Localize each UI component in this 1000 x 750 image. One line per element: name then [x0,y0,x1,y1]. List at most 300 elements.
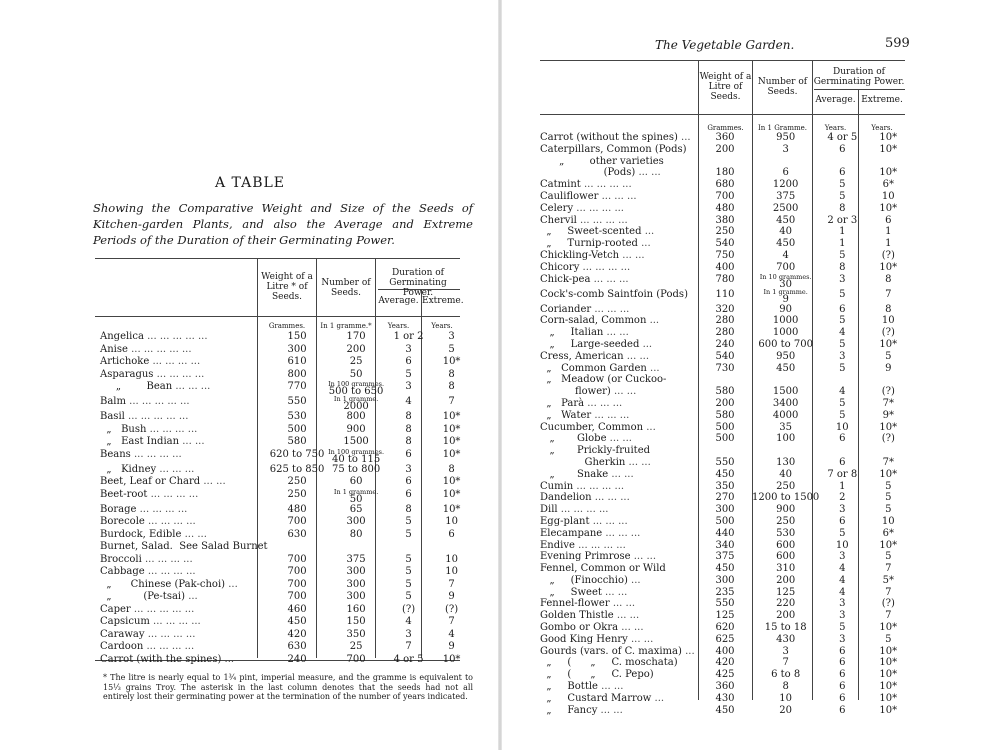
weight-value [698,445,752,457]
average-years-text: 3 [839,610,846,622]
plant-name-text: Good King Henry [540,633,628,645]
average-years-text: 3 [839,633,846,645]
seed-count [327,411,386,424]
weight-value-text: 240 [287,653,307,665]
seed-count [752,575,819,587]
seed-count-text: 2000 [343,401,369,412]
weight-value [268,381,327,396]
average-years [819,327,865,339]
seed-count-text: 310 [776,563,796,575]
seed-count [752,551,819,563]
plant-name [540,315,698,327]
page-title: A TABLE [214,175,286,191]
table-row [540,457,911,469]
table-row [540,179,911,191]
unit-weight: Grammes. [707,124,744,132]
leader-dots: ... ... ... ... ... [126,396,190,407]
average-years [819,563,865,575]
extreme-years [865,351,911,363]
extreme-years [865,563,911,575]
leader-dots: ... ... ... [591,409,630,421]
table-row [100,489,472,504]
extreme-years-text: 10* [442,488,461,500]
seed-table-right [540,132,911,716]
header-weight: Weight of a Litre of Seeds. [699,72,752,102]
average-years-text: 3 [839,551,846,563]
weight-value-text: 350 [715,480,735,492]
plant-name-text: „ (Finocchio) [540,574,628,586]
page-number: 599 [885,36,910,51]
plant-name-text: „ Fancy [540,704,598,716]
weight-value-text: 250 [287,476,307,487]
seed-count [752,433,819,445]
average-years [386,529,432,542]
average-years [386,516,432,529]
weight-value-text: 270 [715,492,735,504]
seed-count [327,344,386,357]
average-years-text: 6 [839,167,846,179]
average-years-text: 3 [405,463,412,475]
plant-name-text: Cress, American [540,350,624,362]
plant-name [540,433,698,445]
seed-count-text: 15 to 18 [764,622,807,634]
seed-count [752,226,819,238]
header-bottom-rule [95,316,460,317]
seed-count [752,398,819,410]
average-years-text: 8 [839,202,846,214]
weight-value-text: 375 [715,551,735,563]
average-years-text: 5 [839,622,846,634]
plant-name-text: „ Sweet [540,586,602,598]
average-years [819,457,865,469]
extreme-years [865,179,911,191]
seed-count [752,315,819,327]
seed-count-text: 25 [349,641,363,652]
plant-name [540,250,698,262]
average-years [819,386,865,398]
extreme-years [432,436,472,449]
average-years [819,646,865,658]
weight-value-text: 430 [715,692,735,704]
plant-name [540,551,698,563]
table-row [540,386,911,398]
weight-value [698,587,752,599]
extreme-years [865,551,911,563]
average-years [819,540,865,552]
plant-name [100,591,268,604]
leader-dots: ... [221,653,235,665]
plant-name-text: Cock's-comb Saintfoin (Pods) [540,288,688,300]
extreme-years [865,457,911,469]
seed-count-text: 1000 [772,327,799,339]
leader-dots: ... [651,692,665,704]
average-years [819,610,865,622]
plant-name [100,331,268,344]
seed-count [752,587,819,599]
leader-dots: ... ... ... [156,463,195,475]
seed-table-left [100,331,472,666]
plant-name-text: Anise [100,343,128,355]
extreme-years-text: 5 [448,343,455,355]
extreme-years [865,528,911,540]
weight-value-text: 550 [287,396,307,407]
seed-count [752,540,819,552]
average-years-text: 5 [839,315,846,327]
leader-dots: ... ... [623,350,650,362]
table-row [100,424,472,437]
table-row [100,516,472,529]
leader-dots: ... [681,645,695,657]
seed-count-text: 600 to 700 [758,338,813,350]
seed-count [752,410,819,422]
leader-dots: ... ... [597,681,624,693]
weight-value [698,657,752,669]
leader-dots: ... ... ... [590,273,629,285]
seed-count-text: 430 [776,633,796,645]
average-years-text: 1 or 2 [393,331,424,342]
average-years [819,167,865,179]
table-row [540,410,911,422]
plant-name [100,449,268,464]
average-years [819,422,865,434]
table-row [540,132,911,144]
plant-name [100,616,268,629]
weight-value-text: 700 [715,190,735,202]
average-years [386,566,432,579]
extreme-years-text: 7* [882,456,894,468]
average-years-text: 6 [839,669,846,681]
weight-value-text: 300 [715,574,735,586]
extreme-years [865,492,911,504]
weight-value [698,481,752,493]
leader-dots: ... ... ... ... [144,566,196,577]
plant-name [100,436,268,449]
average-years [386,356,432,369]
seed-count-text: 40 [779,468,793,480]
seed-count [327,396,386,411]
seed-count [752,504,819,516]
seed-count [752,657,819,669]
average-years-text: 8 [405,436,412,447]
weight-value-text: 540 [715,350,735,362]
plant-name-text: Egg-plant [540,515,590,527]
average-years [386,344,432,357]
extreme-years-text: 10* [442,476,461,487]
extreme-years [432,654,472,667]
weight-value [698,304,752,316]
extreme-years-text: 9 [448,591,455,602]
plant-name [100,554,268,567]
extreme-years-text: 8 [448,463,455,475]
plant-name-text: „ (Pe-tsai) [100,591,186,602]
average-years [819,516,865,528]
average-years-text: 3 [405,343,412,355]
average-years [386,641,432,654]
seed-count [752,646,819,658]
average-years-text: 4 or 5 [393,653,424,665]
seed-count-text: 450 [776,362,796,374]
weight-value [268,541,327,554]
seed-count-text: 2500 [772,202,799,214]
weight-value-text: 770 [287,381,307,392]
leader-dots: ... ... ... ... [149,356,201,367]
right-page [500,0,1000,750]
leader-dots: ... ... ... ... [573,202,624,214]
weight-value [698,516,752,528]
extreme-years [432,604,472,617]
weight-value-text: 610 [287,356,307,367]
average-years-text: 5 [839,397,846,409]
unit-note: In 10 grammes. [759,272,812,281]
table-row [540,191,911,203]
plant-name-text: Celery [540,202,574,214]
seed-count [327,424,386,437]
extreme-years [432,369,472,382]
seed-count [752,386,819,398]
weight-value-text: 450 [715,563,735,575]
seed-count [752,363,819,375]
leader-dots: ... ... ... ... ... [130,603,195,615]
average-years-text: 10 [835,539,849,551]
leader-dots: ... ... [625,456,651,468]
weight-value [268,504,327,517]
plant-name [540,540,698,552]
weight-value [698,622,752,634]
seed-count [327,356,386,369]
seed-count-text: 375 [346,553,366,565]
extreme-years-text: 8 [885,303,892,315]
seed-count-text: 350 [346,628,366,640]
weight-value [698,351,752,363]
average-years-text: 6 [839,456,846,468]
weight-value-text: 700 [287,578,307,590]
extreme-years [865,481,911,493]
average-years-text: 4 [839,386,846,398]
seed-count [752,238,819,250]
weight-value-text: 280 [715,327,735,339]
extreme-years [432,381,472,396]
seed-count-text: 900 [776,504,796,516]
average-years [386,579,432,592]
seed-count [752,304,819,316]
unit-number: In 1 gramme.* [320,322,372,330]
extreme-years-text: 10* [442,423,461,435]
weight-value [698,203,752,215]
seed-count-text: 450 [776,238,796,250]
seed-count [752,327,819,339]
plant-name-text: Cardoon [100,641,144,652]
average-years [386,369,432,382]
leader-dots: ... ... [606,433,632,445]
seed-count [327,504,386,517]
seed-count [752,681,819,693]
average-years-text: 6 [405,448,412,460]
leader-dots: ... ... ... ... [574,539,626,551]
weight-value-text: 240 [715,338,735,350]
weight-value-text: 280 [715,315,735,327]
unit-number: In 1 Gramme. [758,124,807,132]
weight-value [698,274,752,289]
average-years-text: 4 [839,586,846,598]
average-years [819,398,865,410]
seed-count-text: 200 [346,343,366,355]
plant-name-text: Fennel, Common or Wild [540,563,666,575]
header-duration: Duration of Germinating Power. [813,67,905,87]
weight-value [698,327,752,339]
leader-dots: ... ... [603,327,629,339]
extreme-years [865,516,911,528]
average-years [819,363,865,375]
table-row [100,641,472,654]
average-years [819,634,865,646]
plant-name [540,657,698,669]
leader-dots: ... ... ... [591,492,630,504]
weight-value-text: 780 [715,273,735,285]
table-row [540,226,911,238]
leader-dots: ... ... ... ... ... [143,331,208,342]
plant-name [540,598,698,610]
average-years-text: 1 [839,238,846,250]
table-row [540,238,911,250]
plant-name-text: Gombo or Okra [540,622,619,634]
seed-count-text: 150 [346,616,366,627]
seed-count-text: 100 [776,433,796,445]
plant-name [100,381,268,396]
table-row [100,554,472,567]
average-years [819,669,865,681]
weight-value [268,344,327,357]
seed-count-text: 220 [776,598,796,610]
plant-name-text: Artichoke [100,356,150,367]
average-years-text: 10 [835,421,849,433]
seed-count-text: 1200 to 1500 [752,492,820,504]
plant-name [100,604,268,617]
extreme-years-text: 7* [882,397,894,409]
plant-name-text: Angelica [100,331,144,342]
average-years-text: 3 [839,598,846,610]
plant-name [540,469,698,481]
table-row [540,657,911,669]
weight-value-text: 750 [715,249,735,261]
average-years-text: 4 [839,574,846,586]
weight-value [698,238,752,250]
extreme-years-text: 5 [885,633,892,645]
table-row [100,396,472,411]
seed-count [752,610,819,622]
average-years [386,464,432,477]
table-row [540,669,911,681]
weight-value-text: 110 [715,288,735,300]
unit-average: Years. [387,322,410,330]
weight-value [698,457,752,469]
seed-count-text: 25 [349,356,363,367]
extreme-years-text: 10* [442,411,461,422]
seed-count-text: 60 [349,476,363,487]
weight-value-text: 680 [715,179,735,191]
extreme-years [865,144,911,156]
plant-name [540,492,698,504]
plant-name [100,654,268,667]
leader-dots: ... ... ... ... ... [124,411,189,422]
table-row [540,516,911,528]
table-row [100,436,472,449]
seed-count-text: 9 [782,293,789,305]
seed-count-text: 65 [349,503,363,515]
seed-count-text: 40 [779,226,793,238]
extreme-years [865,610,911,622]
extreme-years [865,669,911,681]
leader-dots: ... ... [609,598,636,610]
average-years [819,339,865,351]
extreme-years [865,469,911,481]
leader-dots: ... ... ... ... [144,516,196,527]
extreme-years [865,363,911,375]
seed-count-text: 300 [346,591,366,602]
extreme-years-text: 7 [448,616,455,627]
extreme-years-text: 10* [879,704,898,716]
extreme-years-text: 5 [885,480,892,492]
plant-name [540,304,698,316]
weight-value [268,579,327,592]
table-top-rule [540,60,905,61]
plant-name-text: Carrot (without the spines) [540,132,678,143]
extreme-years [865,398,911,410]
average-years-text: 6 [839,433,846,445]
extreme-years [432,516,472,529]
plant-name [100,411,268,424]
plant-name [540,587,698,599]
weight-value-text: 500 [715,515,735,527]
plant-name-text: „ Meadow (or Cuckoo- [540,374,667,386]
average-years-text: 4 [405,616,412,627]
seed-count [327,629,386,642]
weight-value [698,374,752,386]
average-years-text: 6 [405,356,412,367]
table-row [100,476,472,489]
seed-count [327,516,386,529]
table-row [540,315,911,327]
leader-dots: ... ... [200,476,226,487]
average-years [819,215,865,227]
plant-name-text: Chervil [540,214,577,226]
extreme-years [432,344,472,357]
plant-name [100,516,268,529]
weight-value-text: 550 [715,598,735,610]
leader-dots: ... ... ... [602,527,641,539]
plant-name-text: „ Large-seeded [540,338,640,350]
average-years [819,374,865,386]
seed-count-text: 50 [349,368,363,380]
plant-name [540,215,698,227]
seed-count-text: 90 [779,303,793,315]
extreme-years [865,156,911,168]
average-years [819,262,865,274]
seed-count-text: 250 [776,515,796,527]
weight-value [698,540,752,552]
leader-dots: ... ... [608,468,634,480]
leader-dots: ... [637,238,651,250]
plant-name-text: Beet, Leaf or Chard [100,476,201,487]
extreme-years [865,646,911,658]
seed-count [752,250,819,262]
table-row [540,433,911,445]
table-row [100,591,472,604]
extreme-years [432,449,472,464]
extreme-years [865,445,911,457]
seed-count [752,179,819,191]
weight-value [698,693,752,705]
weight-value-text: 620 [715,622,735,634]
